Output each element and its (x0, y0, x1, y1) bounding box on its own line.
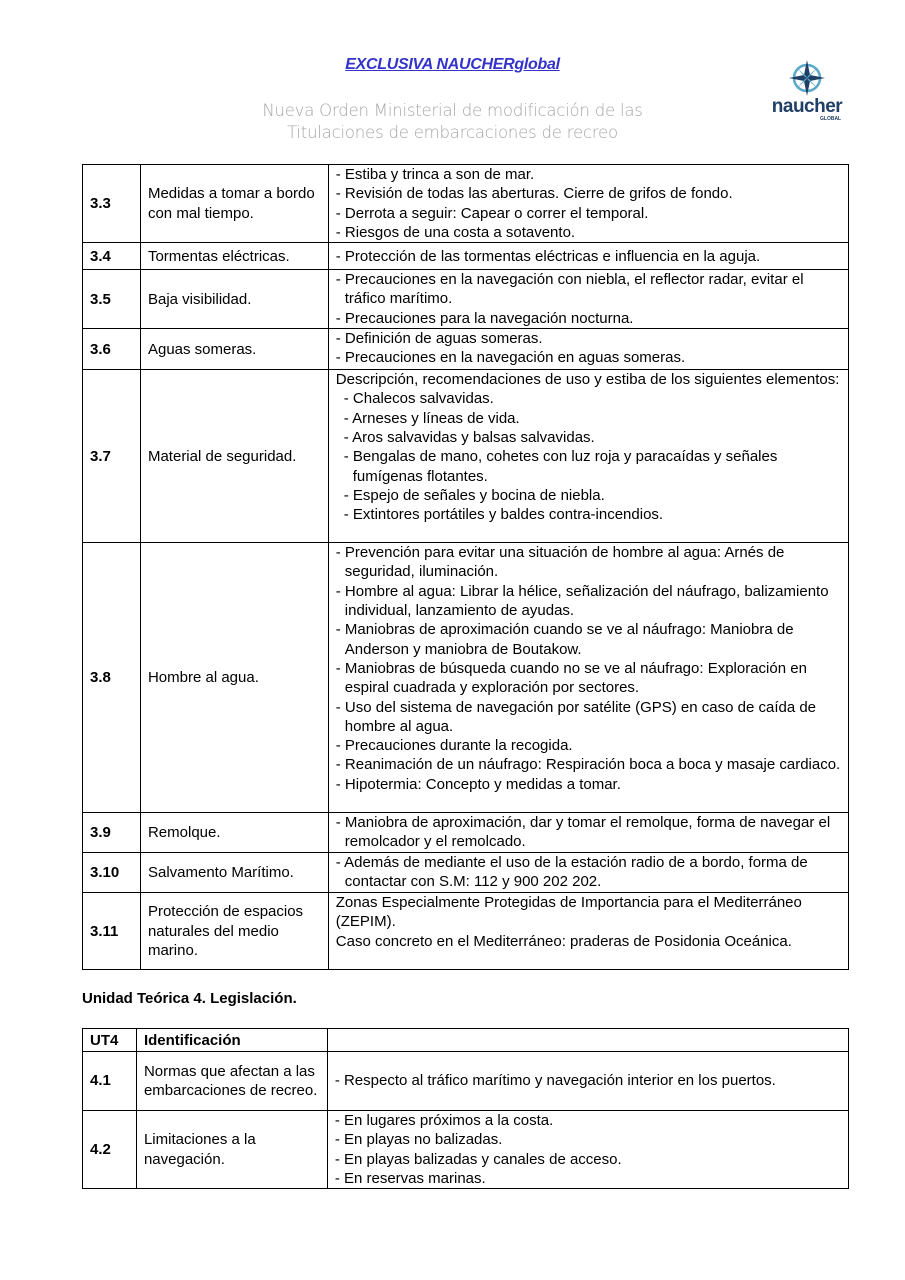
content-line: - En lugares próximos a la costa. (334, 1112, 554, 1129)
content-line: - Maniobras de aproximación cuando se ve al náufrago: Maniobra de Anderson y maniobra de Boutakow. (335, 621, 794, 658)
content-line: - Precauciones en la navegación en aguas someras. (335, 349, 686, 367)
row-number: 3.3 (83, 165, 141, 243)
header-link[interactable]: EXCLUSIVA NAUCHERglobal (345, 56, 560, 73)
content-line: - Chalecos salvavidas. (343, 390, 494, 408)
content-line: - Arneses y líneas de vida. (343, 409, 520, 427)
content-line: - En playas balizadas y canales de acceso. (334, 1150, 622, 1168)
row-title: Material de seguridad. (140, 370, 328, 543)
table-row (83, 853, 849, 893)
row-title: Normas que afectan a las embarcaciones de recreo. (136, 1052, 327, 1111)
row-content (327, 1052, 848, 1111)
table-row (83, 243, 849, 270)
compass-rose-icon (762, 58, 852, 98)
content-line: - Aros salvavidas y balsas salvavidas. (343, 429, 595, 447)
row-number: 3.9 (83, 813, 141, 853)
table-row (83, 1111, 849, 1189)
table-header-row (83, 1029, 849, 1052)
content-line: - Hombre al agua: Librar la hélice, señalización del náufrago, balizamiento individual, lanzamiento de ayudas. (335, 582, 829, 620)
content-line: Zonas Especialmente Protegidas de Importancia para el Mediterráneo (ZEPIM). (335, 894, 802, 931)
row-content (328, 329, 848, 370)
content-line: - Además de mediante el uso de la estación radio de a bordo, forma de contactar con S.M: 112 y 900 202 202. (335, 854, 808, 891)
logo-text: naucher (771, 96, 843, 117)
table-row (83, 329, 849, 370)
content-line: - Espejo de señales y bocina de niebla. (343, 486, 605, 504)
unit3-table (82, 164, 849, 970)
logo-subtext: GLOBAL (820, 116, 842, 122)
content-line: - Derrota a seguir: Capear o correr el temporal. (335, 204, 649, 222)
row-title: Hombre al agua. (140, 543, 328, 813)
row-content (327, 1111, 848, 1189)
row-content (328, 270, 848, 329)
row-content (328, 370, 848, 543)
content-line: - Riesgos de una costa a sotavento. (335, 223, 576, 241)
row-content (328, 543, 848, 813)
column-header: UT4 (83, 1029, 137, 1052)
row-content (328, 165, 848, 243)
row-number: 3.6 (83, 329, 141, 370)
content-line: - Hipotermia: Concepto y medidas a tomar. (335, 775, 621, 793)
row-number: 4.1 (83, 1052, 137, 1111)
content-line: - Estiba y trinca a son de mar. (335, 166, 535, 183)
content-line: - En reservas marinas. (334, 1169, 486, 1187)
table-row (83, 1052, 849, 1111)
unit4-table (82, 1028, 849, 1189)
row-content (328, 243, 848, 270)
row-title: Remolque. (140, 813, 328, 853)
row-title: Medidas a tomar a bordo con mal tiempo. (140, 165, 328, 243)
section-title: Unidad Teórica 4. Legislación. (82, 990, 297, 1007)
subtitle-line-2: Titulaciones de embarcaciones de recreo (287, 123, 618, 142)
row-number: 3.11 (83, 893, 141, 970)
row-title: Limitaciones a la navegación. (136, 1111, 327, 1189)
row-title: Salvamento Marítimo. (140, 853, 328, 893)
row-title: Baja visibilidad. (140, 270, 328, 329)
content-line: - Reanimación de un náufrago: Respiración boca a boca y masaje cardiaco. (335, 756, 841, 774)
content-line: - Respecto al tráfico marítimo y navegación interior en los puertos. (334, 1072, 776, 1090)
row-number: 3.5 (83, 270, 141, 329)
table-row (83, 893, 849, 970)
row-number: 3.4 (83, 243, 141, 270)
content-line: - En playas no balizadas. (334, 1131, 503, 1149)
row-number: 4.2 (83, 1111, 137, 1189)
content-line: - Uso del sistema de navegación por satélite (GPS) en caso de caída de hombre al agua. (335, 698, 817, 735)
content-line: - Prevención para evitar una situación de hombre al agua: Arnés de seguridad, iluminación. (335, 544, 785, 581)
content-line: - Definición de aguas someras. (335, 330, 543, 348)
table-row (83, 370, 849, 543)
column-header (327, 1029, 848, 1052)
table-row (83, 165, 849, 243)
row-number: 3.8 (83, 543, 141, 813)
table-row (83, 543, 849, 813)
naucher-logo (762, 58, 852, 126)
content-line: - Precauciones en la navegación con niebla, el reflector radar, evitar el tráfico marítimo. (335, 271, 804, 308)
column-header: Identificación (136, 1029, 327, 1052)
content-line: - Bengalas de mano, cohetes con luz roja y paracaídas y señales fumígenas flotantes. (343, 448, 778, 485)
content-line: - Extintores portátiles y baldes contra-incendios. (343, 506, 664, 524)
content-line: - Precauciones durante la recogida. (335, 737, 573, 755)
row-title: Tormentas eléctricas. (140, 243, 328, 270)
content-line: Caso concreto en el Mediterráneo: praderas de Posidonia Oceánica. (335, 932, 792, 950)
row-number: 3.10 (83, 853, 141, 893)
content-line: - Precauciones para la navegación nocturna. (335, 309, 634, 327)
table-row (83, 813, 849, 853)
content-line: - Maniobra de aproximación, dar y tomar el remolque, forma de navegar el remolcador y el remolcado. (335, 814, 831, 851)
content-line: - Protección de las tormentas eléctricas e influencia en la aguja. (335, 247, 761, 265)
row-content (328, 893, 848, 970)
row-title: Protección de espacios naturales del medio marino. (140, 893, 328, 970)
content-line: - Revisión de todas las aberturas. Cierre de grifos de fondo. (335, 185, 733, 203)
table-row (83, 270, 849, 329)
row-content (328, 813, 848, 853)
content-line: - Maniobras de búsqueda cuando no se ve al náufrago: Exploración en espiral cuadrada y exploración por sectores. (335, 659, 807, 697)
content-intro: Descripción, recomendaciones de uso y estiba de los siguientes elementos: (335, 371, 840, 389)
row-title: Aguas someras. (140, 329, 328, 370)
subtitle-line-1: Nueva Orden Ministerial de modificación de las (262, 101, 643, 120)
row-content (328, 853, 848, 893)
row-number: 3.7 (83, 370, 141, 543)
